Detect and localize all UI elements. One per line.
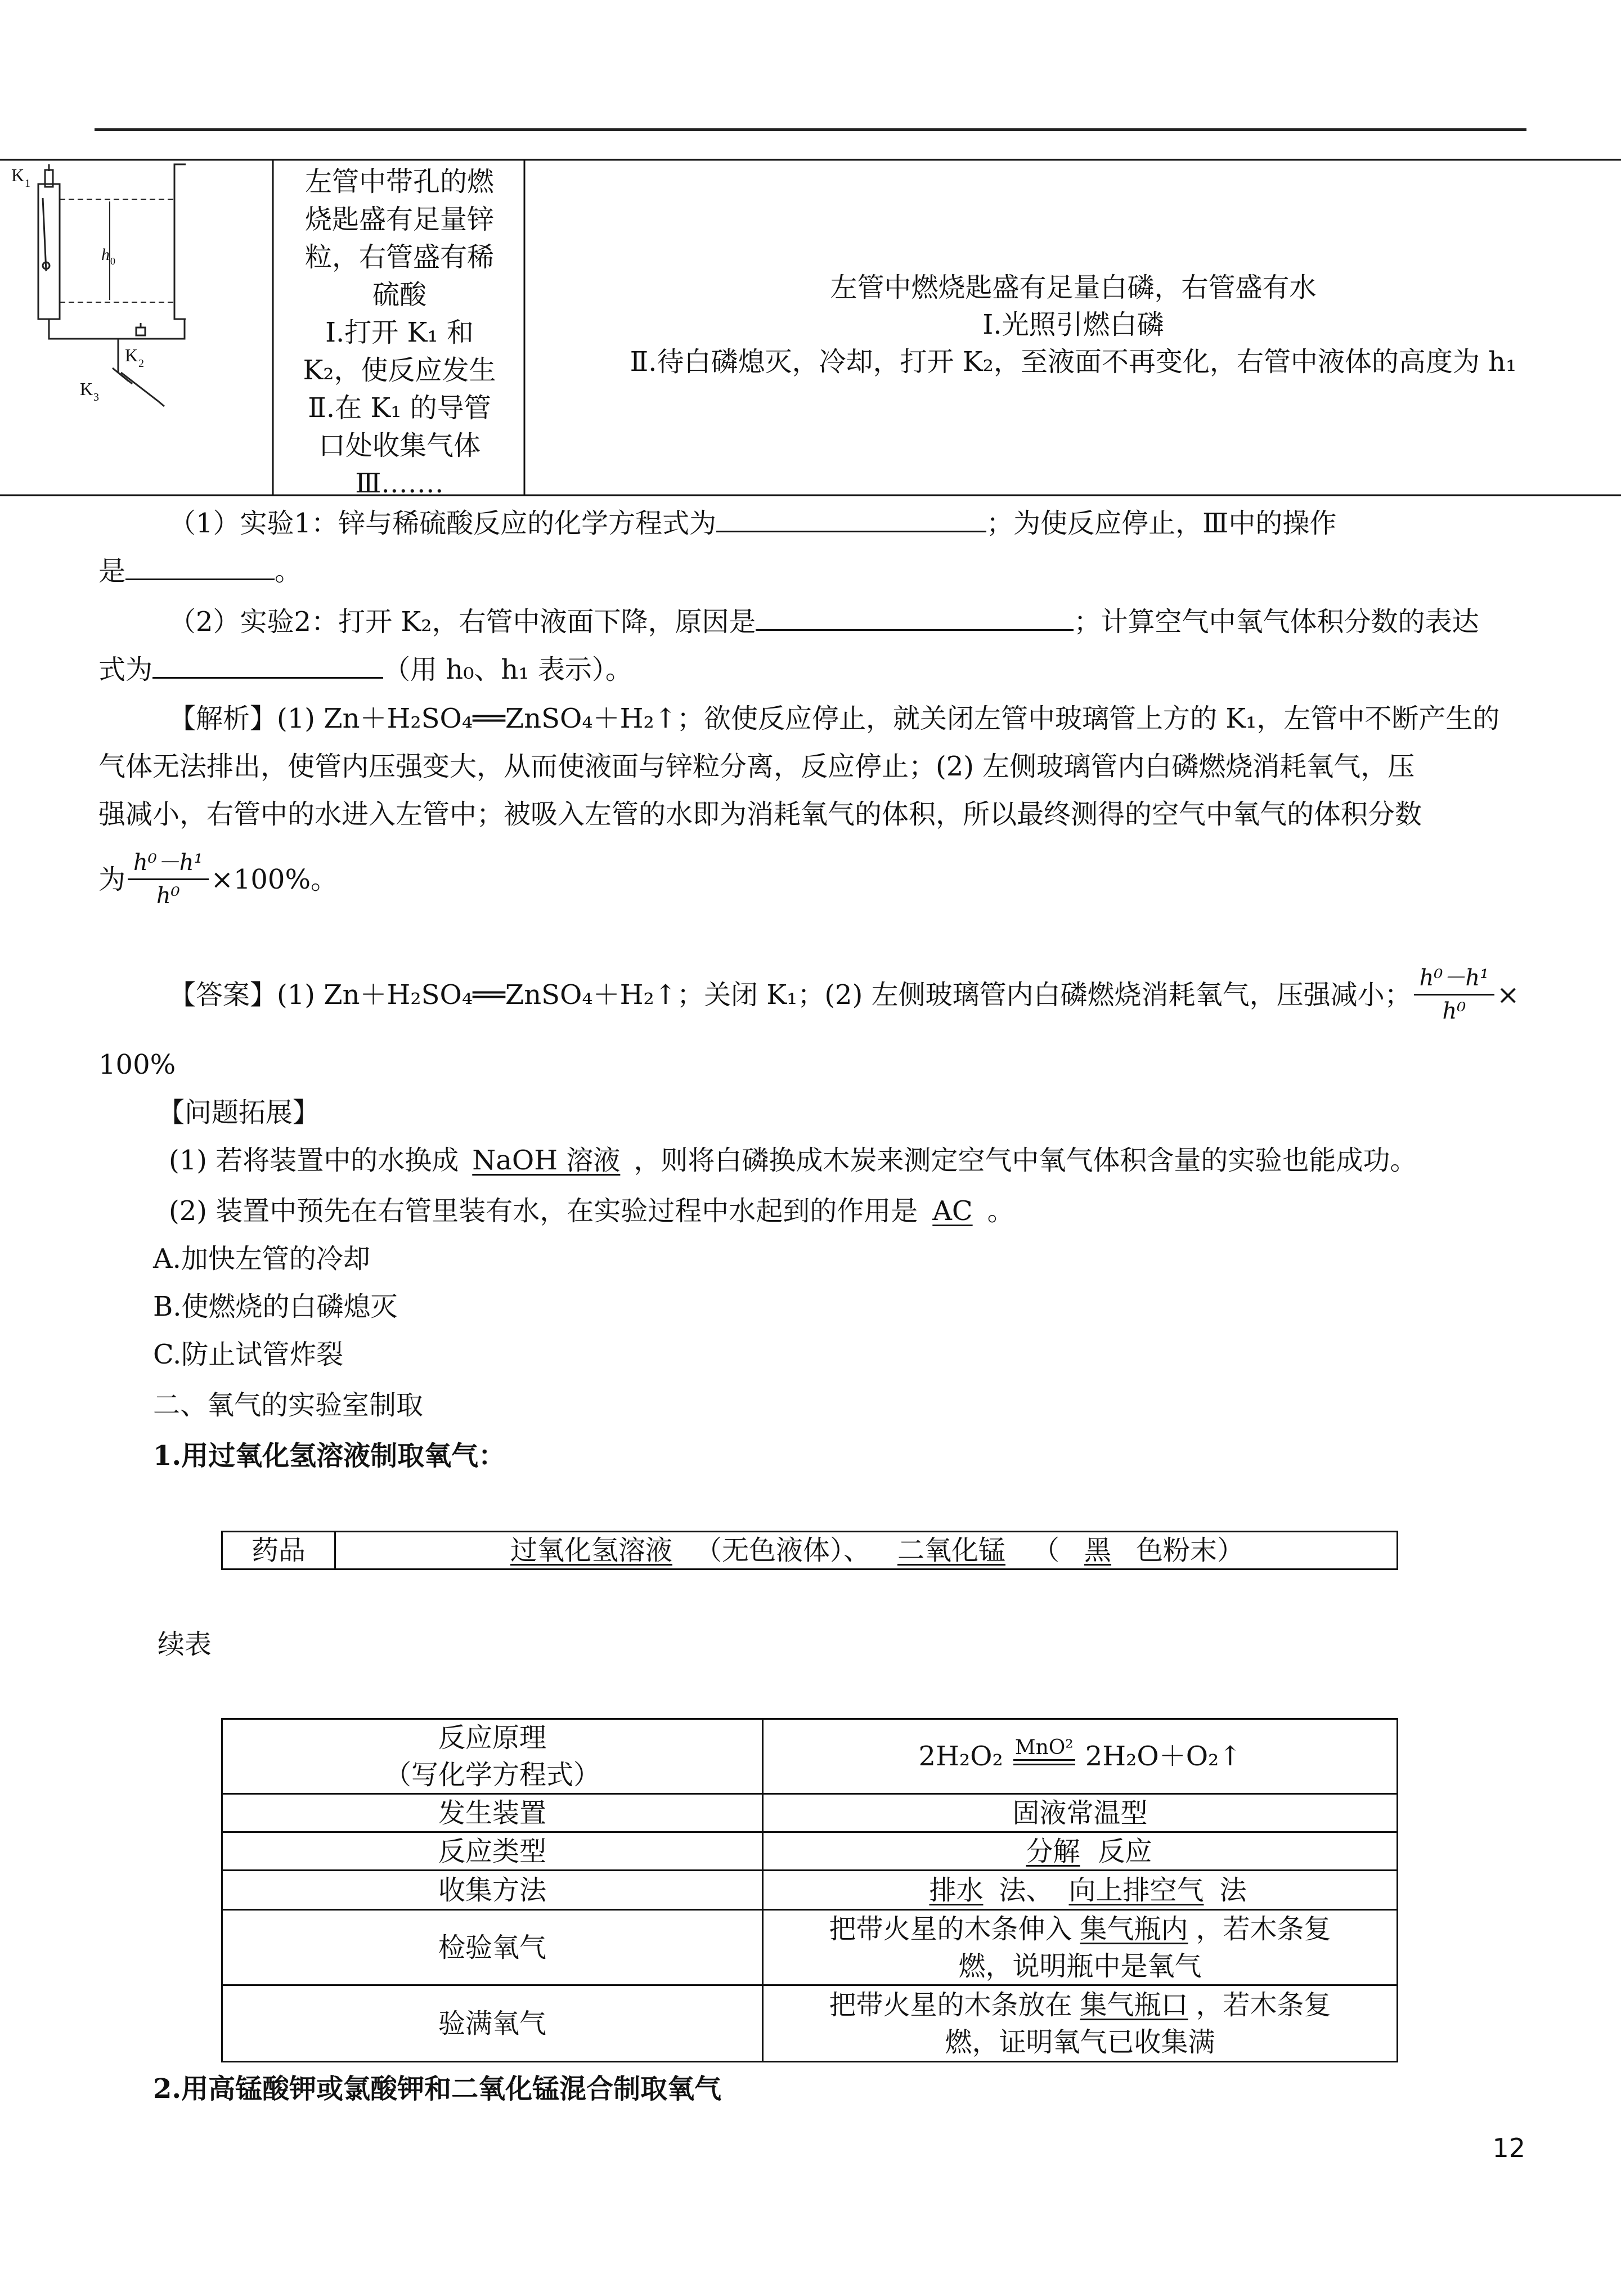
row-type-label: 反应类型 bbox=[438, 1835, 546, 1867]
answer-fraction: $\frac{\text{h⁰－h¹}}{\text{h⁰}}$ bbox=[1414, 962, 1495, 1027]
h0-sub: 0 bbox=[110, 255, 115, 267]
extension-title: 【问题拓展】 bbox=[158, 1097, 320, 1128]
row-principle-equation: 2H₂O₂ MnO² 2H₂O＋O₂↑ bbox=[918, 1736, 1242, 1772]
subsection-1-title: 1.用过氧化氢溶液制取氧气： bbox=[153, 1440, 506, 1472]
exp2-line: 左管中燃烧匙盛有足量白磷，右管盛有水 bbox=[830, 272, 1317, 303]
header-rule bbox=[95, 128, 1526, 131]
apparatus-diagram bbox=[6, 159, 186, 418]
extension-q2-answer: AC bbox=[932, 1195, 973, 1227]
analysis-line: 强减小，右管中的水进入左管中；被吸入左管的水即为消耗氧气的体积，所以最终测得的空气中氧气的体积分数 bbox=[98, 799, 1422, 830]
q1-line1: （1）实验1：锌与稀硫酸反应的化学方程式为 ；为使反应停止，Ⅲ中的操作 bbox=[169, 504, 1336, 541]
reaction-arrow bbox=[1013, 1737, 1075, 1765]
k1-label: K bbox=[11, 165, 25, 185]
row-full-label: 验满氧气 bbox=[438, 2007, 546, 2039]
page-number: 12 bbox=[1492, 2133, 1525, 2163]
test-fill: 集气瓶内 bbox=[1080, 1913, 1188, 1945]
k1-sub: 1 bbox=[25, 177, 30, 190]
k2-sub: 2 bbox=[138, 357, 144, 370]
option-c: C.防止试管炸裂 bbox=[153, 1339, 344, 1370]
experiment1-description bbox=[276, 163, 523, 503]
q1-line2: 是 。 bbox=[98, 551, 302, 589]
reagent-content: 过氧化氢溶液 （无色液体）、 二氧化锰 （ 黑 色粉末） bbox=[335, 1532, 1397, 1568]
exp2-line: Ⅰ.光照引燃白磷 bbox=[982, 309, 1164, 340]
continued-label: 续表 bbox=[158, 1629, 212, 1660]
reaction-type-fill: 分解 bbox=[1026, 1835, 1080, 1867]
q2-line1: （2）实验2：打开 K₂，右管中液面下降，原因是 ；计算空气中氧气体积分数的表达 bbox=[169, 602, 1479, 640]
row-collect-label: 收集方法 bbox=[438, 1874, 546, 1906]
q1-blank-equation bbox=[716, 504, 986, 532]
exp1-line: Ⅰ.打开 K₁ 和 bbox=[325, 317, 474, 348]
analysis-line4: 为 $\frac{\text{h⁰－h¹}}{\text{h⁰}}$ ×100%。 bbox=[98, 847, 338, 912]
extension-q2: (2) 装置中预先在右管里装有水，在实验过程中水起到的作用是 AC 。 bbox=[169, 1195, 1014, 1227]
experiment2-description bbox=[529, 269, 1618, 380]
exp1-line: 烧匙盛有足量锌 bbox=[304, 204, 494, 235]
collect-fill-1: 排水 bbox=[929, 1874, 984, 1906]
option-b: B.使燃烧的白磷熄灭 bbox=[153, 1291, 398, 1322]
extension-q1-answer: NaOH 溶液 bbox=[472, 1145, 621, 1176]
q1-blank-operation bbox=[125, 551, 275, 580]
oxygen-prep-table bbox=[221, 1718, 1398, 2062]
exp1-line: 口处收集气体 bbox=[318, 430, 481, 461]
reagent-fill-2: 二氧化锰 bbox=[897, 1535, 1005, 1566]
exp1-line: Ⅱ.在 K₁ 的导管 bbox=[308, 392, 491, 424]
option-a: A.加快左管的冷却 bbox=[153, 1243, 370, 1275]
reagent-fill-3: 黑 bbox=[1084, 1535, 1112, 1566]
collect-fill-2: 向上排空气 bbox=[1068, 1874, 1204, 1906]
catalyst-label: MnO² bbox=[1014, 1736, 1074, 1759]
reagent-label: 药品 bbox=[223, 1532, 336, 1568]
row-test-value: 把带火星的木条伸入 集气瓶内 ，若木条复 燃，说明瓶中是氧气 bbox=[829, 1913, 1331, 1982]
exp2-line: Ⅱ.待白磷熄灭，冷却，打开 K₂，至液面不再变化，右管中液体的高度为 h₁ bbox=[630, 346, 1517, 378]
h0-label: h bbox=[101, 245, 110, 264]
exp1-line: Ⅲ.…… bbox=[355, 468, 444, 499]
analysis-fraction: $\frac{\text{h⁰－h¹}}{\text{h⁰}}$ bbox=[128, 847, 209, 912]
full-fill: 集气瓶口 bbox=[1080, 1989, 1188, 2021]
row-apparatus-label: 发生装置 bbox=[438, 1797, 546, 1829]
row-apparatus-value: 固液常温型 bbox=[1012, 1797, 1148, 1829]
k3-sub: 3 bbox=[93, 391, 99, 403]
k2-label: K bbox=[125, 345, 138, 365]
exp1-line: 粒，右管盛有稀 bbox=[304, 241, 494, 273]
exp1-line: 左管中带孔的燃 bbox=[304, 166, 494, 198]
row-type-value: 分解 反应 bbox=[764, 1833, 1397, 1869]
reagent-table bbox=[221, 1531, 1398, 1570]
row-principle-label: 反应原理 （写化学方程式） bbox=[384, 1722, 600, 1791]
answer-line2: 100% bbox=[98, 1049, 176, 1080]
row-test-label: 检验氧气 bbox=[438, 1931, 546, 1963]
analysis-line: 气体无法排出，使管内压强变大，从而使液面与锌粒分离，反应停止；(2) 左侧玻璃管内白磷燃烧消耗氧气，压 bbox=[98, 751, 1415, 782]
analysis-line: 【解析】(1) Zn＋H₂SO₄══ZnSO₄＋H₂↑；欲使反应停止，就关闭左管中玻璃管上方的 K₁，左管中不断产生的 bbox=[169, 703, 1500, 734]
exp1-line: K₂，使反应发生 bbox=[303, 355, 496, 386]
exp1-line: 硫酸 bbox=[372, 279, 426, 311]
extension-q1: (1) 若将装置中的水换成 NaOH 溶液 ，则将白磷换成木炭来测定空气中氧气体积含量的实验也能成功。 bbox=[169, 1145, 1417, 1176]
q2-blank-reason bbox=[756, 602, 1074, 631]
reagent-fill-1: 过氧化氢溶液 bbox=[510, 1535, 672, 1566]
row-full-value: 把带火星的木条放在 集气瓶口 ，若木条复 燃，证明氧气已收集满 bbox=[829, 1989, 1331, 2058]
q2-blank-expression bbox=[152, 650, 383, 679]
k3-label: K bbox=[80, 379, 93, 399]
answer-line1: 【答案】(1) Zn＋H₂SO₄══ZnSO₄＋H₂↑；关闭 K₁；(2) 左侧玻璃管内白磷燃烧消耗氧气，压强减小； $\frac{\text{h⁰－h¹}}{\text{h⁰}}$ × bbox=[169, 962, 1519, 1027]
subsection-2-title: 2.用高锰酸钾或氯酸钾和二氧化锰混合制取氧气 bbox=[153, 2073, 722, 2105]
row-collect-value: 排水 法、 向上排空气 法 bbox=[764, 1871, 1397, 1909]
q2-line2: 式为 （用 h₀、h₁ 表示）。 bbox=[98, 650, 632, 688]
section-heading: 二、氧气的实验室制取 bbox=[153, 1389, 424, 1421]
